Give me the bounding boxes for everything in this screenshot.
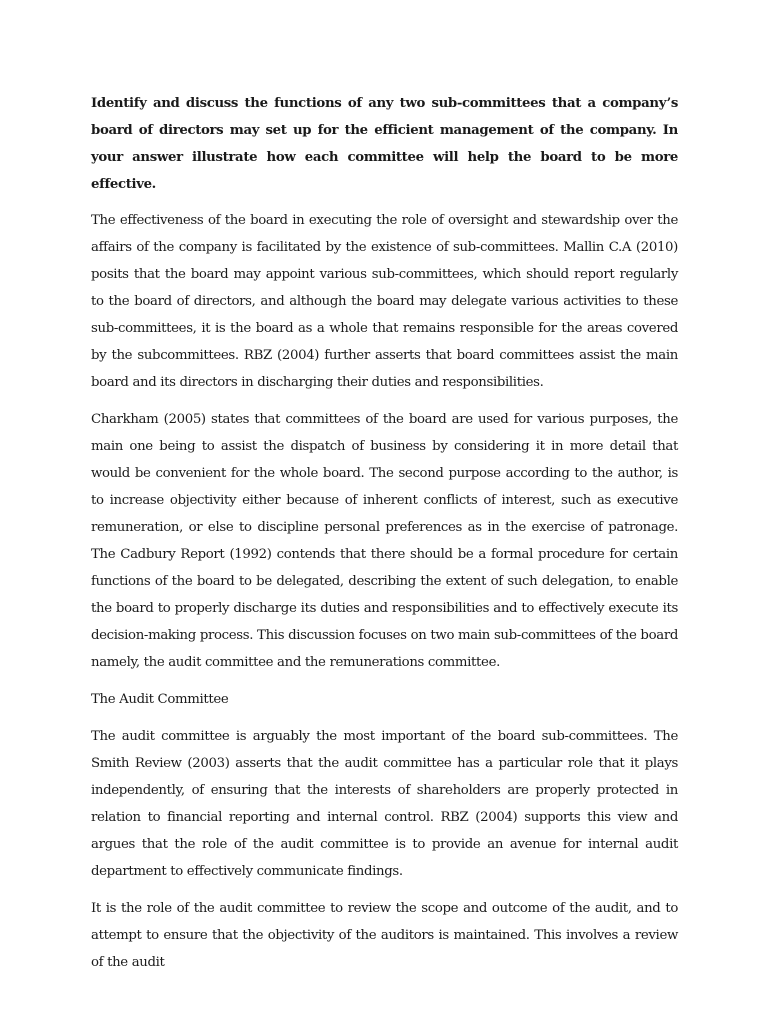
document-body xyxy=(91,90,678,986)
body-paragraph: The audit committee is arguably the most important of the board sub-committees. The Smith Review (2003) asserts that the audit committee has a particular role that it plays independently, of ensuring that the interests of shareholders are properly protected in relation to financial reporting and internal control. RBZ (2004) supports this view and argues that the role of the audit committee is to provide an avenue for internal audit department to effectively communicate findings. xyxy=(91,729,678,879)
question-heading: Identify and discuss the functions of any two sub-committees that a company’s board of directors may set up for the efficient management of the company. In your answer illustrate how each committee will help the board to be more effective. xyxy=(91,96,678,192)
body-paragraph: Charkham (2005) states that committees of the board are used for various purposes, the main one being to assist the dispatch of business by considering it in more detail that would be convenient for the whole board. The second purpose according to the author, is to increase objectivity either because of inherent conflicts of interest, such as executive remuneration, or else to discipline personal preferences as in the exercise of patronage. The Cadbury Report (1992) contends that there should be a formal procedure for certain functions of the board to be delegated, describing the extent of such delegation, to enable the board to properly discharge its duties and responsibilities and to effectively execute its decision-making process. This discussion focuses on two main sub-committees of the board namely, the audit committee and the remunerations committee. xyxy=(91,412,678,670)
section-heading: The Audit Committee xyxy=(91,692,229,707)
body-paragraph: The effectiveness of the board in executing the role of oversight and stewardship over the affairs of the company is facilitated by the existence of sub-committees. Mallin C.A (2010) posits that the board may appoint various sub-committees, which should report regularly to the board of directors, and although the board may delegate various activities to these sub-committees, it is the board as a whole that remains responsible for the areas covered by the subcommittees. RBZ (2004) further asserts that board committees assist the main board and its directors in discharging their duties and responsibilities. xyxy=(91,213,678,390)
body-paragraph: It is the role of the audit committee to review the scope and outcome of the audit, and to attempt to ensure that the objectivity of the auditors is maintained. This involves a review of the audit xyxy=(91,901,678,970)
